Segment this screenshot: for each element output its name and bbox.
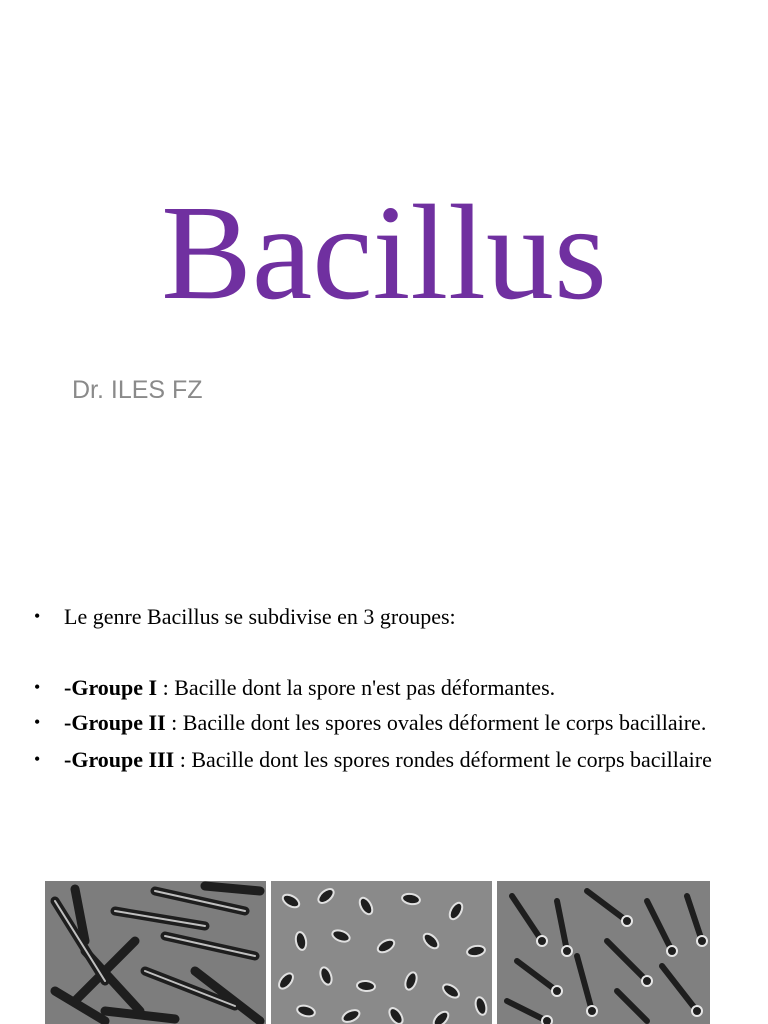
group-1-label: -Groupe I [64,675,163,700]
group-1-text: : Bacille dont la spore n'est pas déformantes. [162,675,556,700]
bullet-list [34,602,734,774]
group-3-text: : Bacille dont les spores rondes déforment le corps bacillaire [174,747,712,772]
intro-text: Le genre Bacillus se subdivise en 3 groupes: [64,604,456,629]
group-3-label: -Groupe III [64,747,175,772]
author-name: Dr. ILES FZ [72,376,203,404]
microscopy-round-spores-icon [497,881,710,1024]
group-2-text: : Bacille dont les spores ovales déforment le corps bacillaire. [165,710,707,735]
microscopy-images [45,881,710,1024]
group-2-label: -Groupe II [64,710,166,735]
bullet-intro [34,602,734,631]
microscopy-oval-spores-icon [271,881,492,1024]
bullet-icon: • [34,712,41,732]
bullet-icon: • [34,606,41,626]
bullet-icon: • [34,749,41,769]
slide-title: Bacillus [161,178,607,328]
bullet-group-2 [34,708,734,737]
bullet-group-1 [34,673,734,702]
bullet-icon: • [34,677,41,697]
bullet-group-3 [34,745,734,774]
microscopy-rods-icon [45,881,266,1024]
